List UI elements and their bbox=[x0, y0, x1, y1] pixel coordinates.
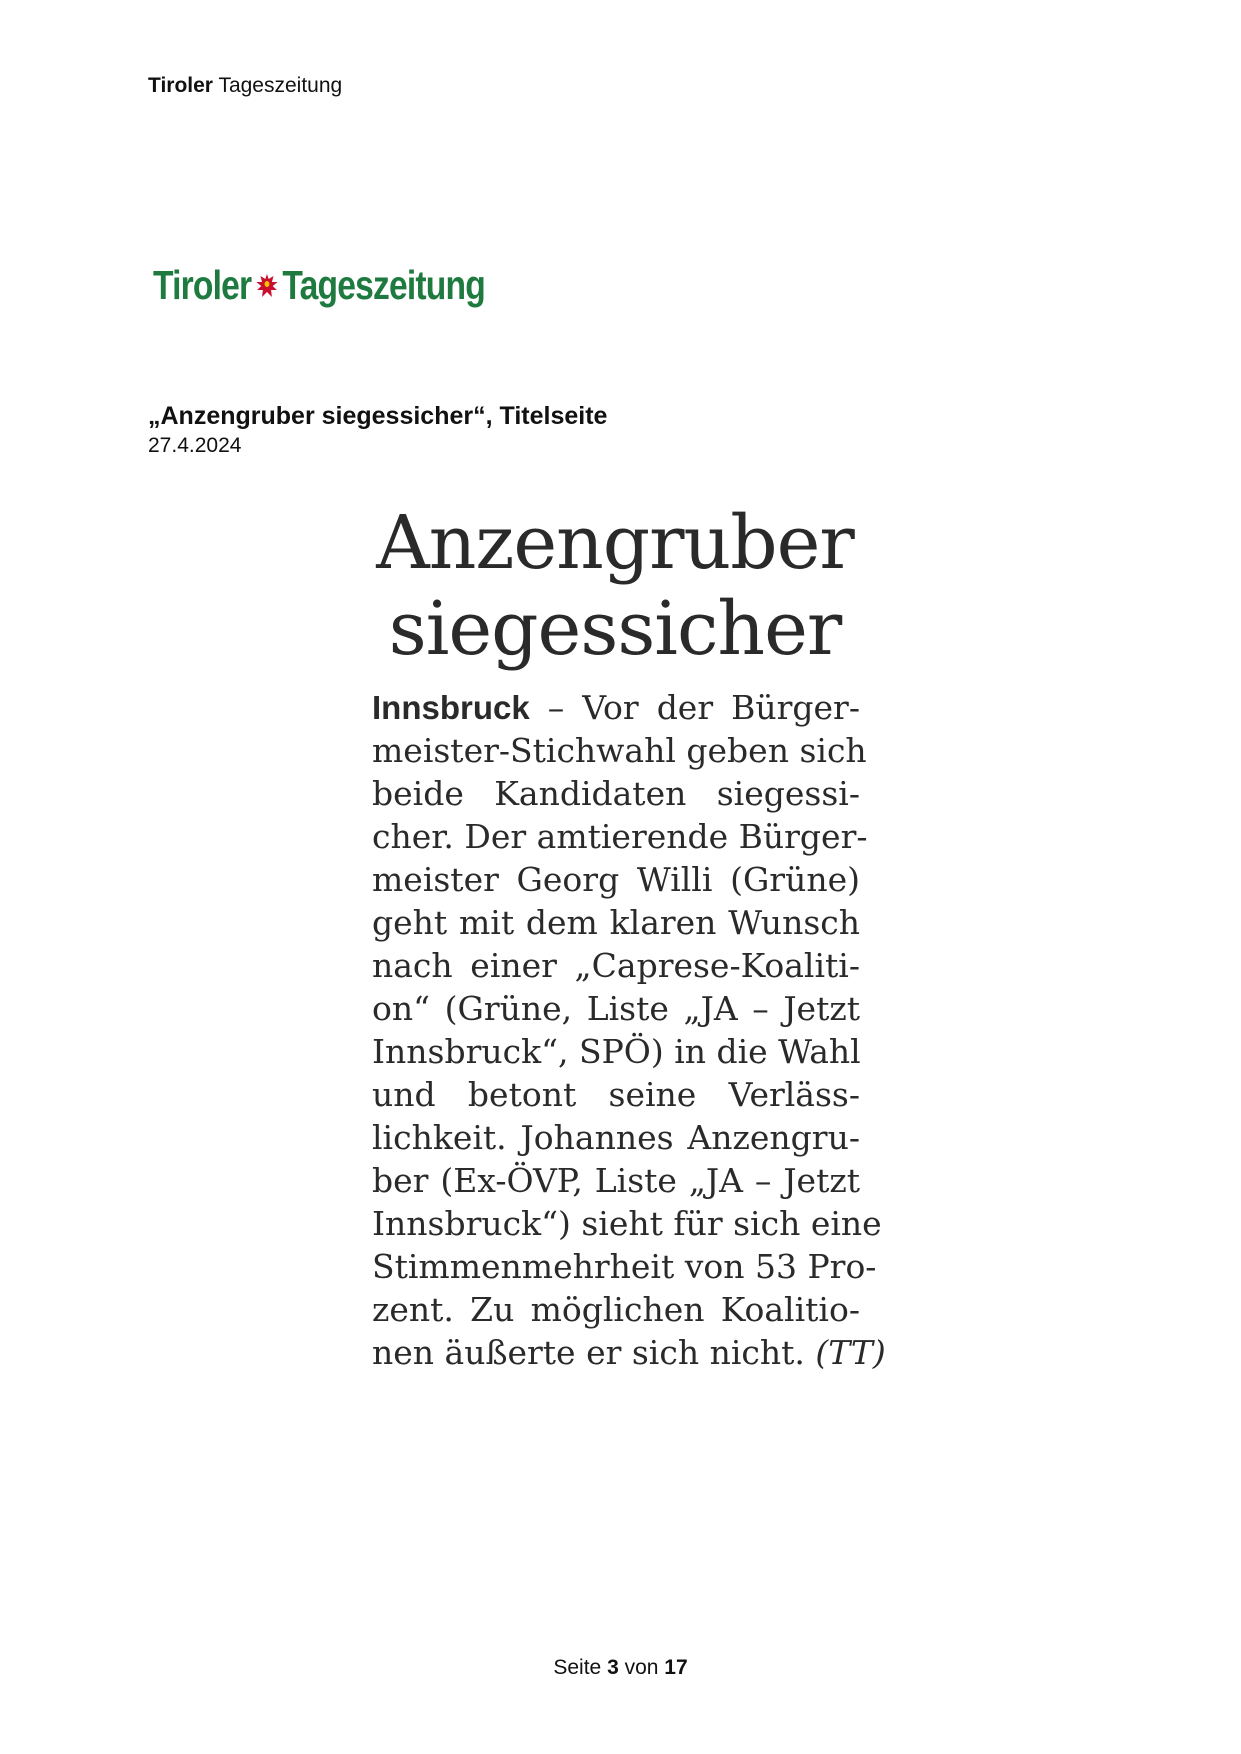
article-line: nach einer „Caprese-Koaliti- bbox=[372, 946, 860, 985]
article-line: meister-Stichwahl geben sich bbox=[372, 731, 867, 770]
article-line: zent. Zu möglichen Koalitio- bbox=[372, 1290, 860, 1329]
article-dateline: Innsbruck bbox=[372, 689, 530, 726]
logo-right-word: Tageszeitung bbox=[282, 262, 485, 308]
footer-page-number: 3 bbox=[607, 1656, 619, 1679]
article-headline bbox=[370, 500, 860, 672]
footer-page-total: 17 bbox=[664, 1656, 688, 1679]
article-line: nen äußerte er sich nicht. (TT) bbox=[372, 1333, 886, 1372]
tyrolean-eagle-icon bbox=[255, 271, 280, 301]
article-line: Stimmenmehrheit von 53 Pro- bbox=[372, 1247, 877, 1286]
article-body bbox=[372, 686, 886, 1374]
article-line: cher. Der amtierende Bürger- bbox=[372, 817, 868, 856]
header-publication-rest: Tageszeitung bbox=[218, 74, 343, 97]
article-line: ber (Ex-ÖVP, Liste „JA – Jetzt bbox=[372, 1161, 860, 1200]
logo-left-word: Tiroler bbox=[153, 262, 252, 308]
newspaper-logo bbox=[153, 262, 485, 309]
footer-middle: von bbox=[624, 1656, 659, 1679]
article-line: on“ (Grüne, Liste „JA – Jetzt bbox=[372, 989, 860, 1028]
article-line: lichkeit. Johannes Anzengru- bbox=[372, 1118, 860, 1157]
clip-date: 27.4.2024 bbox=[148, 434, 242, 457]
header-publication-bold: Tiroler bbox=[148, 74, 213, 97]
article-line: und betont seine Verläss- bbox=[372, 1075, 860, 1114]
article-line: geht mit dem klaren Wunsch bbox=[372, 903, 860, 942]
headline-line-1: Anzengruber bbox=[376, 500, 854, 586]
article-line: Innsbruck“) sieht für sich eine bbox=[372, 1204, 882, 1243]
article-line: Innsbruck“, SPÖ) in die Wahl bbox=[372, 1032, 861, 1071]
headline-line-2: siegessicher bbox=[388, 586, 842, 672]
page-footer bbox=[0, 1656, 1241, 1680]
clip-title: „Anzengruber siegessicher“, Titelseite bbox=[148, 402, 608, 430]
article-credit: (TT) bbox=[815, 1333, 886, 1372]
article-line: meister Georg Willi (Grüne) bbox=[372, 860, 860, 899]
document-header bbox=[148, 74, 342, 98]
footer-prefix: Seite bbox=[553, 1656, 602, 1679]
article-line: beide Kandidaten siegessi- bbox=[372, 774, 860, 813]
article-line: Innsbruck – Vor der Bürger- bbox=[372, 688, 860, 727]
